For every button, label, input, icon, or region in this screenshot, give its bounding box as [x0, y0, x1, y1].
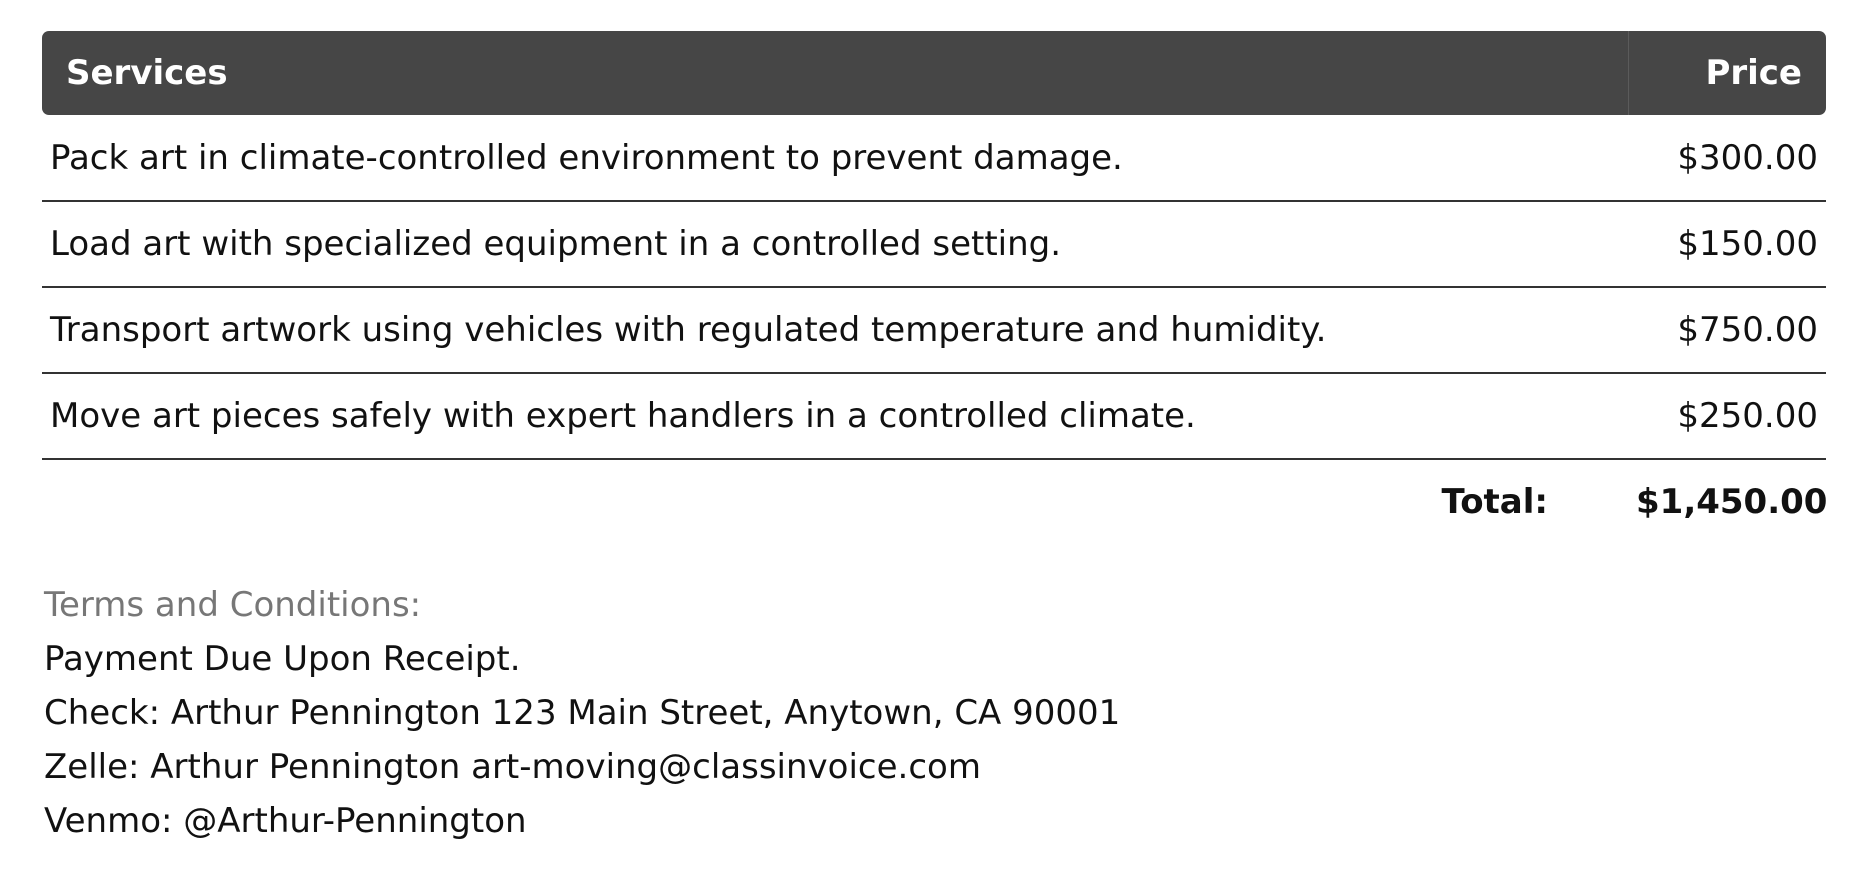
price-column-header: Price: [1628, 31, 1826, 115]
terms-zelle-info: Zelle: Arthur Pennington art-moving@classinvoice.com: [44, 747, 981, 787]
service-description: Load art with specialized equipment in a controlled setting.: [42, 201, 1628, 287]
service-price: $250.00: [1628, 373, 1826, 459]
service-price: $150.00: [1628, 201, 1826, 287]
total-value: $1,450.00: [1636, 481, 1828, 522]
service-description: Move art pieces safely with expert handlers in a controlled climate.: [42, 373, 1628, 459]
service-price: $750.00: [1628, 287, 1826, 373]
terms-payment-due: Payment Due Upon Receipt.: [44, 639, 521, 679]
terms-heading: Terms and Conditions:: [44, 585, 422, 625]
table-body: [42, 115, 1826, 459]
table-footer: [42, 459, 1826, 543]
total-label: Total:: [1441, 481, 1548, 522]
table-row: [42, 201, 1826, 287]
table-header-row: [42, 31, 1826, 115]
terms-section: [44, 578, 1120, 848]
services-table: [42, 31, 1826, 543]
terms-venmo-info: Venmo: @Arthur-Pennington: [44, 801, 527, 841]
table-row: [42, 287, 1826, 373]
table-row: [42, 373, 1826, 459]
table-header: [42, 31, 1826, 115]
total-row: [42, 459, 1826, 543]
terms-check-info: Check: Arthur Pennington 123 Main Street, Anytown, CA 90001: [44, 693, 1121, 733]
table-row: [42, 115, 1826, 201]
service-description: Pack art in climate-controlled environment to prevent damage.: [42, 115, 1628, 201]
service-price: $300.00: [1628, 115, 1826, 201]
services-column-header: Services: [42, 31, 1628, 115]
service-description: Transport artwork using vehicles with regulated temperature and humidity.: [42, 287, 1628, 373]
